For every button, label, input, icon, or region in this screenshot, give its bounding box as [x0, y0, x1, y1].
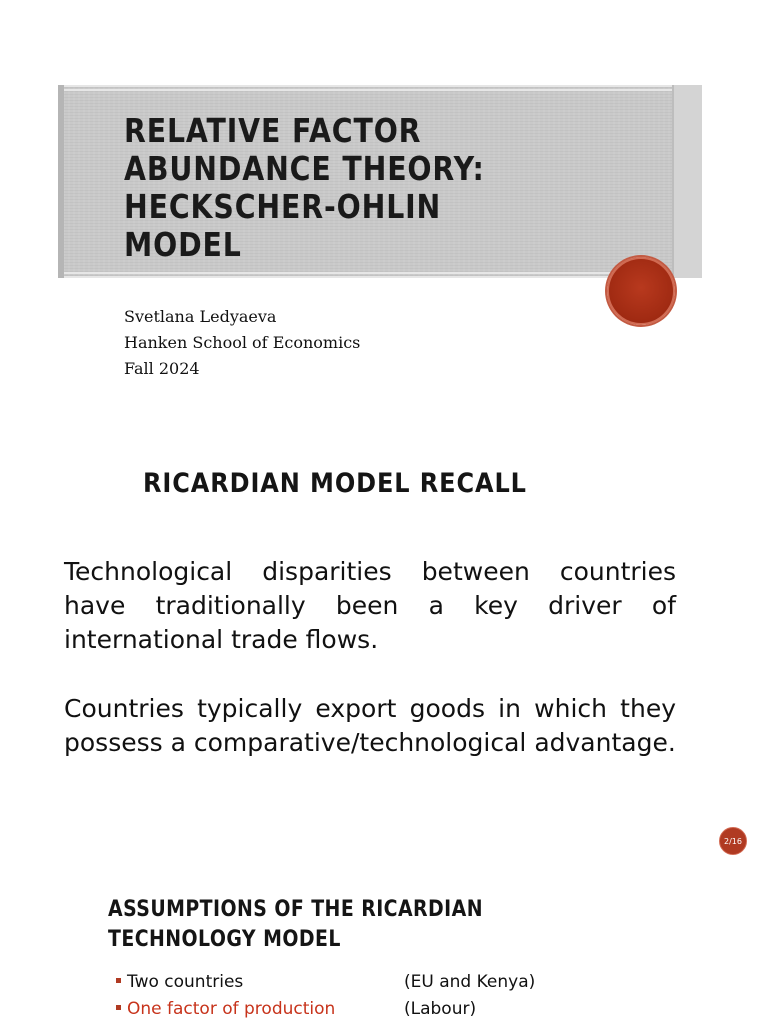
banner-right-edge [672, 85, 702, 278]
heading-line: ASSUMPTIONS OF THE RICARDIAN [108, 897, 484, 922]
paragraph: Countries typically export goods in which they possess a comparative/technological advantage. [64, 694, 676, 757]
title-line: HECKSCHER-OHLIN [124, 187, 442, 226]
bullet-text: Two countries [127, 972, 244, 992]
institution-name: Hanken School of Economics [124, 333, 361, 352]
bullet-item [116, 972, 243, 992]
bullet-item [116, 999, 335, 1019]
title-line: ABUNDANCE THEORY: [124, 149, 485, 188]
paragraph: Technological disparities between countries have traditionally been a key driver of international trade flows. [64, 557, 676, 654]
title-line: RELATIVE FACTOR [124, 111, 422, 150]
heading-line: TECHNOLOGY MODEL [108, 927, 341, 952]
page-number-badge: 2/16 [719, 827, 747, 855]
term-label: Fall 2024 [124, 359, 200, 378]
bullet-note: (Labour) [404, 999, 477, 1019]
banner-left-edge [58, 85, 64, 278]
bullet-square-icon [116, 978, 121, 983]
section-heading [108, 895, 483, 955]
author-name: Svetlana Ledyaeva [124, 307, 277, 326]
slide-title [124, 112, 520, 264]
title-line: MODEL [124, 225, 242, 264]
decorative-circle-icon [607, 257, 675, 325]
bullet-note: (EU and Kenya) [404, 972, 536, 992]
bullet-text: One factor of production [127, 999, 336, 1019]
section-heading: RICARDIAN MODEL RECALL [143, 468, 527, 499]
bullet-square-icon [116, 1005, 121, 1010]
